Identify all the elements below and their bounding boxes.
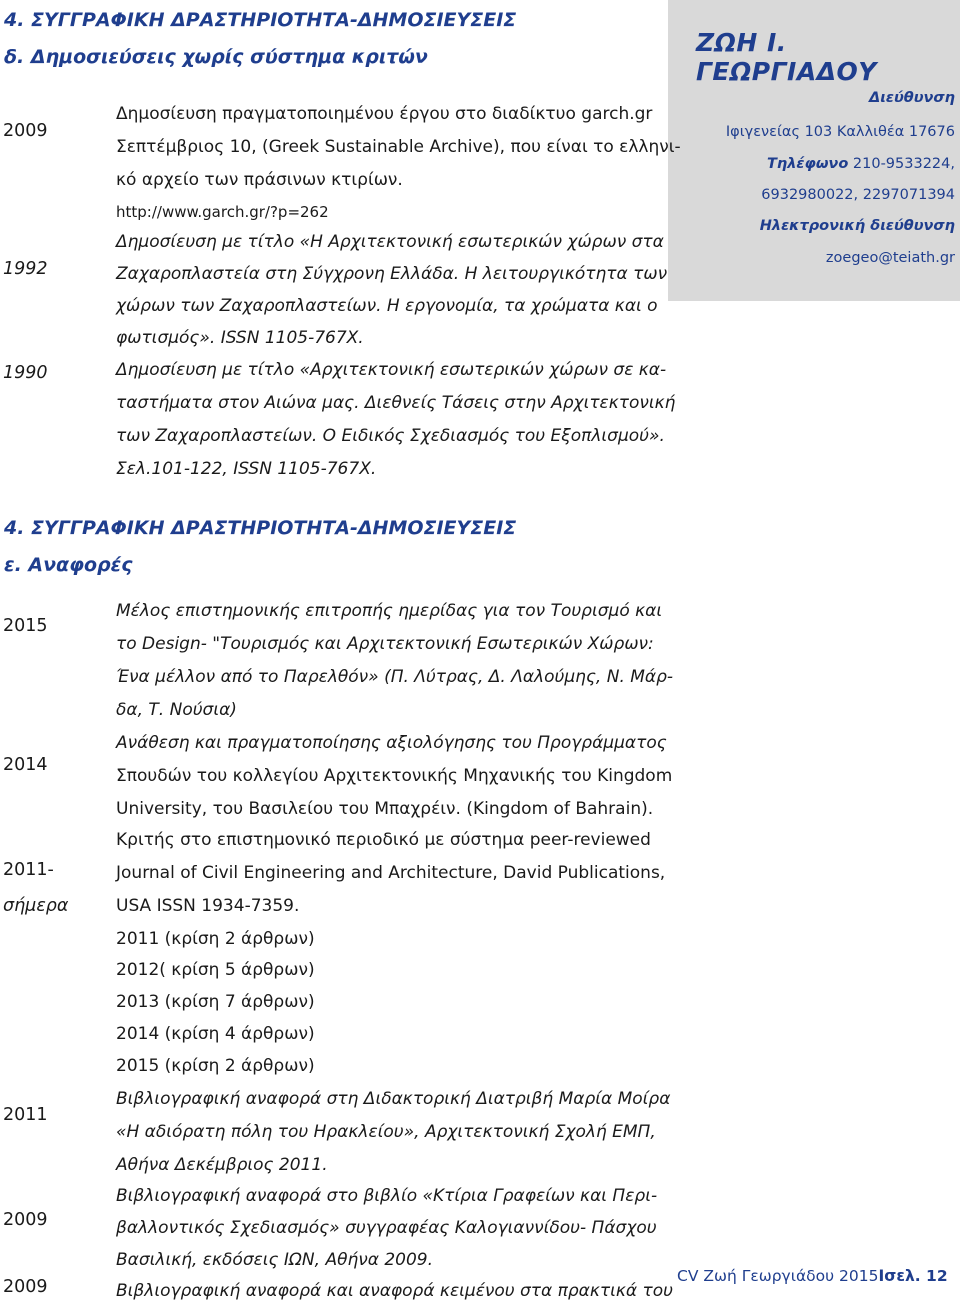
section-heading-epsilon: 4. ΣΥΓΓΡΑΦΙΚΗ ΔΡΑΣΤΗΡΙΟΤΗΤΑ-ΔΗΜΟΣΙΕΥΣΕΙΣ: [4, 517, 517, 539]
entry-line: Βιβλιογραφική αναφορά στη Διδακτορική Διατριβή Μαρία Μοίρα: [116, 1089, 671, 1109]
email-label: Ηλεκτρονική διεύθυνση: [759, 218, 955, 234]
entry-line: δα, Τ. Νούσια): [116, 700, 237, 720]
year-label: 2009: [3, 1210, 48, 1230]
entry-line: 2011 (κρίση 2 άρθρων): [116, 929, 315, 949]
entry-line: Δημοσίευση με τίτλο «Η Αρχιτεκτονική εσωτερικών χώρων στα: [116, 232, 664, 252]
year-label: 2009: [3, 1277, 48, 1297]
entry-line: το Design- "Τουρισμός και Αρχιτεκτονική Εσωτερικών Χώρων:: [116, 634, 654, 654]
page-number: Ισελ. 12: [878, 1267, 948, 1285]
author-name: ΖΩΗ Ι. ΓΕΩΡΓΙΑΔΟΥ: [696, 28, 877, 86]
entry-line: Ένα μέλλον από το Παρελθόν» (Π. Λύτρας, Δ. Λαλούμης, Ν. Μάρ-: [116, 667, 674, 687]
contact-sidebar: [668, 0, 960, 301]
entry-line: χώρων των Ζαχαροπλαστείων. Η εργονομία, τα χρώματα και ο: [116, 296, 658, 316]
year-label: 2011-: [3, 860, 54, 880]
entry-line: Ζαχαροπλαστεία στη Σύγχρονη Ελλάδα. Η λειτουργικότητα των: [116, 264, 668, 284]
entry-line: Journal of Civil Engineering and Architecture, David Publications,: [116, 863, 666, 883]
phone-number-1: 210-9533224,: [852, 156, 955, 172]
year-label: 2009: [3, 121, 48, 141]
entry-line: Αθήνα Δεκέμβριος 2011.: [116, 1155, 328, 1175]
entry-line: University, του Βασιλείου του Μπαχρέιν. (Kingdom of Bahrain).: [116, 799, 654, 819]
phone-label: Τηλέφωνο: [767, 156, 849, 172]
section-subheading-delta: δ. Δημοσιεύσεις χωρίς σύστημα κριτών: [4, 46, 428, 68]
entry-line: Μέλος επιστημονικής επιτροπής ημερίδας για τον Τουρισμό και: [116, 601, 663, 621]
year-label: 2014: [3, 755, 48, 775]
entry-line: Βασιλική, εκδόσεις ΙΩΝ, Αθήνα 2009.: [116, 1250, 434, 1270]
entry-line: USA ISSN 1934-7359.: [116, 896, 300, 916]
entry-url-link[interactable]: http://www.garch.gr/?p=262: [116, 203, 329, 221]
address-label: Διεύθυνση: [869, 90, 955, 106]
entry-line: Σεπτέμβριος 10, (Greek Sustainable Archive), που είναι το ελληνι-: [116, 137, 681, 157]
entry-line: Σελ.101-122, ISSN 1105-767X.: [116, 459, 377, 479]
phone-line: [668, 156, 955, 172]
entry-line: κό αρχείο των πράσινων κτιρίων.: [116, 170, 403, 190]
address-text: Ιφιγενείας 103 Καλλιθέα 17676: [725, 124, 955, 140]
entry-line: Βιβλιογραφική αναφορά στο βιβλίο «Κτίρια Γραφείων και Περι-: [116, 1186, 658, 1206]
year-label: 1990: [3, 363, 48, 383]
entry-line: 2015 (κρίση 2 άρθρων): [116, 1056, 315, 1076]
entry-line: ταστήματα στον Αιώνα μας. Διεθνείς Τάσεις στην Αρχιτεκτονική: [116, 393, 676, 413]
entry-line: Ανάθεση και πραγματοποίησης αξιολόγησης του Προγράμματος: [116, 733, 667, 753]
footer-text: CV Ζωή Γεωργιάδου 2015: [677, 1267, 879, 1285]
entry-line: Κριτής στο επιστημονικό περιοδικό με σύστημα peer-reviewed: [116, 830, 651, 850]
entry-line: 2012( κρίση 5 άρθρων): [116, 960, 315, 980]
entry-line: των Ζαχαροπλαστείων. Ο Ειδικός Σχεδιασμός του Εξοπλισμού».: [116, 426, 665, 446]
year-label: σήμερα: [3, 896, 69, 916]
entry-line: Δημοσίευση με τίτλο «Αρχιτεκτονική εσωτερικών χώρων σε κα-: [116, 360, 667, 380]
entry-line: φωτισμός». ISSN 1105-767Χ.: [116, 328, 364, 348]
entry-line: «Η αδιόρατη πόλη του Ηρακλείου», Αρχιτεκτονική Σχολή ΕΜΠ,: [116, 1122, 656, 1142]
entry-line: βαλλοντικός Σχεδιασμός» συγγραφέας Καλογιαννίδου- Πάσχου: [116, 1218, 657, 1238]
page-footer: [677, 1267, 948, 1285]
entry-line: Βιβλιογραφική αναφορά και αναφορά κειμένου στα πρακτικά του: [116, 1281, 673, 1301]
section-heading-delta: 4. ΣΥΓΓΡΑΦΙΚΗ ΔΡΑΣΤΗΡΙΟΤΗΤΑ-ΔΗΜΟΣΙΕΥΣΕΙΣ: [4, 9, 517, 31]
entry-line: 2014 (κρίση 4 άρθρων): [116, 1024, 315, 1044]
email-link[interactable]: zoegeo@teiath.gr: [825, 250, 955, 266]
entry-line: Σπουδών του κολλεγίου Αρχιτεκτονικής Μηχανικής του Kingdom: [116, 766, 673, 786]
year-label: 2015: [3, 616, 48, 636]
phone-number-2: 6932980022, 2297071394: [761, 187, 955, 203]
entry-line: Δημοσίευση πραγματοποιημένου έργου στο διαδίκτυο garch.gr: [116, 104, 653, 124]
year-label: 2011: [3, 1105, 48, 1125]
entry-line: 2013 (κρίση 7 άρθρων): [116, 992, 315, 1012]
section-subheading-epsilon: ε. Αναφορές: [4, 554, 133, 576]
year-label: 1992: [3, 259, 48, 279]
